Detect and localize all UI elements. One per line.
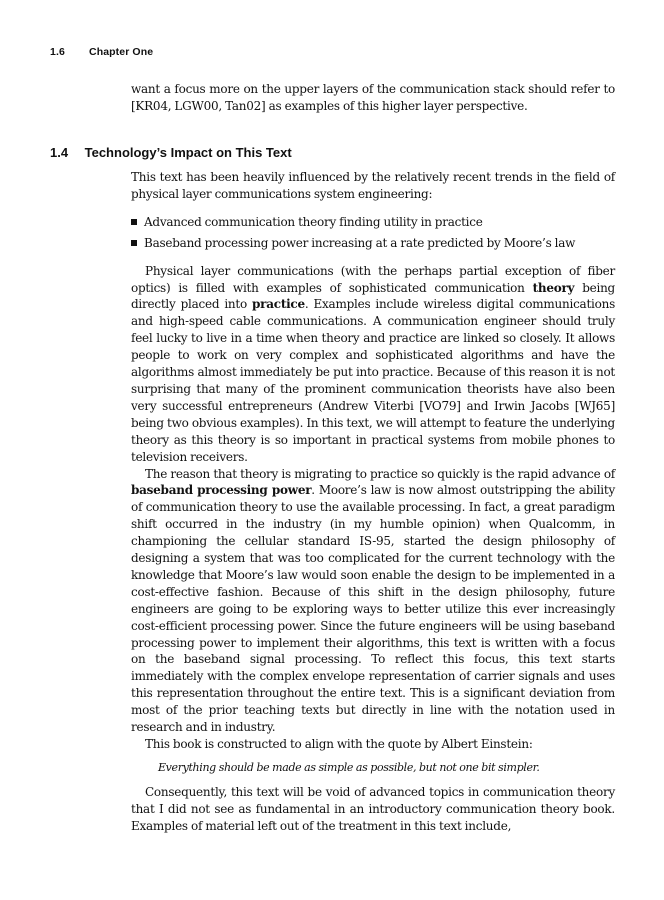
intro-paragraph: This text has been heavily influenced by the relatively recent trends in the field of physical layer communications system engineering: — [131, 170, 615, 201]
body-paragraph-1 — [131, 263, 615, 466]
paragraph-text: being directly placed into — [131, 280, 615, 312]
paragraph-text: . Examples include wireless digital communications and high-speed cable communications. A communication engineer should truly feel lucky to live in a time when theory and practice are linked so closely. It allows people to work on very complex and sophisticated algorithms and have the algorithms almost immediately be put into practice. Because of this reason it is not surprising that many of the prominent communication theorists have also been very successful entrepreneurs (Andrew Viterbi [VO79] and Irwin Jacobs [WJ65] being two obvious examples). In this text, we will attempt to feature the underlying theory as this theory is so important in practical systems from mobile phones to television receivers. — [131, 297, 615, 464]
paragraph-text: . Moore’s law is now almost outstripping the ability of communication theory to use the available processing. In fact, a great paradigm shift occurred in the industry (in my humble opinion) when Qualcomm, in championing the cellular standard IS-95, started the design philosophy of designing a system that was too complicated for the current technology with the knowledge that Moore’s law would soon enable the design to be implemented in a cost-effective fashion. Because of this shift in the design philosophy, future engineers are going to be exploring ways to better utilize this ever increasingly cost-efficient processing power. Since the future engineers will be using baseband processing power to implement their algorithms, this text is written with a focus on the baseband signal processing. To reflect this focus, this text starts immediately with the complex envelope representation of carrier signals and uses this representation throughout the entire text. This is a significant deviation from most of the prior teaching texts but directly in line with the notation used in research and in industry. — [131, 483, 615, 735]
list-item — [131, 235, 615, 252]
section-title: Technology’s Impact on This Text — [84, 145, 292, 160]
einstein-quote: Everything should be made as simple as possible, but not one bit simpler. — [158, 760, 540, 774]
section-heading — [50, 145, 292, 160]
section-number: 1.4 — [50, 145, 69, 160]
continuation-paragraph: want a focus more on the upper layers of the communication stack should refer to [KR04, LGW00, Tan02] as examples of this higher layer perspective. — [131, 82, 615, 113]
body-paragraph-2 — [131, 466, 615, 737]
section-body — [131, 169, 615, 835]
list-item — [131, 214, 615, 231]
running-head — [50, 46, 153, 58]
square-bullet-icon — [131, 240, 137, 246]
continuation-block — [131, 81, 615, 115]
bullet-list — [131, 214, 615, 252]
emphasis-practice: practice — [252, 297, 305, 312]
emphasis-baseband-processing-power: baseband processing power — [131, 483, 312, 498]
body-paragraph-3: This book is constructed to align with the quote by Albert Einstein: — [145, 737, 533, 751]
paragraph-text: The reason that theory is migrating to practice so quickly is the rapid advance of — [145, 466, 615, 481]
page-number: 1.6 — [50, 46, 65, 58]
square-bullet-icon — [131, 219, 137, 225]
emphasis-theory: theory — [532, 280, 575, 295]
chapter-title: Chapter One — [89, 46, 154, 58]
body-paragraph-4: Consequently, this text will be void of advanced topics in communication theory that I did not see as fundamental in an introductory communication theory book. Examples of material left out of the treatment in this text include, — [131, 784, 615, 833]
list-item-text: Advanced communication theory finding utility in practice — [144, 214, 483, 229]
list-item-text: Baseband processing power increasing at a rate predicted by Moore’s law — [144, 235, 576, 250]
paragraph-text: Physical layer communications (with the perhaps partial exception of fiber optics) is filled with examples of sophisticated communication — [131, 263, 615, 295]
